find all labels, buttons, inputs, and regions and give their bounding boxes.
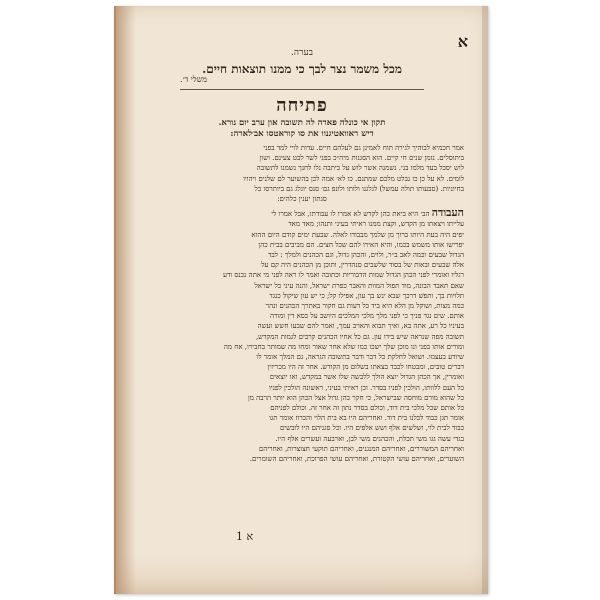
body-line: אותם. שים נגד פניך כי לפני מלך מלכי המלכים היושב על כסא דין ומורה xyxy=(269,312,464,321)
body-line: ואומרין, אך הכהן הגדול יוצא הולך ללבשה שלו אשר במקדש, ואו יוצאים xyxy=(269,373,464,382)
printer-signature: 1 א xyxy=(236,530,254,543)
body-line: דברים טובים, ומבטחו לכבד בצאתו בשלום מן הקודש. אחר זה היו מכריזין xyxy=(267,363,464,372)
body-line: כל אותם שכל מלכי בית דוד, וכולם בסדר נתון זה אחר זה. וכולם לפניהם xyxy=(270,404,464,413)
body-line: בגדי עשה גגו משי תכלת, והכהנים משי לבן, וארבעה ועשרים אלף היו. xyxy=(275,434,464,443)
intro-line: לומים. לא על כן כו נבלט מלכם שמתנם. כו לא׳ אמה לכן בהשוער לם שלנים ויהויו xyxy=(243,174,464,183)
body-line: שאם תאבד הבונה, מוד תפול המוות והאבר כפרת ישראל, והנה עיני כל ישראל xyxy=(254,281,464,290)
body-line: אלה שבעים ובאות של בסוד שלשבים סנהדרין, ותוכן מן הכהנים היה קם על xyxy=(261,261,464,270)
page-edge-shadow xyxy=(482,6,488,594)
bottom-stain xyxy=(116,554,488,594)
divider-rule xyxy=(180,89,424,90)
intro-line: ביתוסלים. נזמן שנים חי קיים. הוא הסגנות מיה״כ בפני לשר לבט צעינם. ושון xyxy=(259,154,464,163)
body-line: יפרישו אותו משמש בכמו, והיא האירו להם שכל חצים. הם מביבים בבית כהן xyxy=(258,240,464,249)
body-line: אומר תגן כבוד לכלנו בית דוד. ואחריהם היו בא בית הלוי והכרוז אומר תגו xyxy=(269,414,464,423)
intro-line: בחיוניות. (סבעותו תולה עמשל) לגלגנו ולותו ולונפ גם׳ סנס יוגלג גם ביותרסו כל xyxy=(254,184,464,193)
body-line: השוערים, ואחריהם עושי הקטורת, ואחריהם עושי הפרוכת, ואחריהם השומרים. xyxy=(249,455,464,464)
body-line: עלייתו ויצאתו מן הקדש, וקצת ממנו ראיתי בעיני ותנהו; מאד מאד xyxy=(288,220,464,229)
motto-verse: מכל משמר נצר לבך כי ממנו תוצאות חיים. xyxy=(202,62,402,76)
page-folio: א xyxy=(457,32,468,51)
body-line: רגליו ואומרי לפני הכהן הגדול שמות הדבוריות וכתובה ואמר לו ראה לפני מי אתה נכנס ודע xyxy=(223,271,464,280)
body-paragraph xyxy=(140,208,464,464)
intro-line: לוש יסכל בעד מלמו בני. נשמנה אשר לוש על כיתבה נלו לחנך נשמנו לתשובה xyxy=(256,164,464,173)
text-column xyxy=(140,48,464,464)
body-line: הגדול שבעים וכמה לאב ב״ר, ולוים, והכהן גדול, וגם הכהנים ולמלך : לבד xyxy=(268,251,464,260)
intro-paragraph xyxy=(140,143,464,204)
body-line: ומורים אותו בפני ונו מוכן שלך ישכו כמו שלא אחר שאור ומחו מה שמותר בחבירו, אח מה xyxy=(223,342,464,351)
intro-line: סגתון יענין כלהים: xyxy=(277,195,327,204)
body-line: שיודע בעצמו. ושואל לחלקת כל דבר ודבר בתשובה הגראה, גם המלך אומר לו xyxy=(256,353,464,362)
subtitle-line-2: דיש ראוואטיגנוו את סו קוראטסו אב׳לארה: xyxy=(230,129,374,139)
body-line: כמה מצות, ושוקל מן הלא היא ביד כל דעות גם חקור באתרך הכהנים ונהר xyxy=(265,302,464,311)
book-page xyxy=(114,6,488,594)
subtitle-line-1: תקון אי כונלה פארה לה תשובה און ערב יום נורא. xyxy=(218,118,386,128)
page-heading: בערה. xyxy=(291,48,313,58)
binding-stain xyxy=(114,6,136,594)
body-line: הב׳ היא ביאת כהן לקדש לא אמרו לו עבודתו, אבל אמרו לי xyxy=(271,210,430,219)
intro-line: אמר חכמיא לבוהיך לגירה תוח לאמינן גם לעלהם חיים. עדות לויי למד בפני xyxy=(263,144,464,152)
body-line: תשובה מפה שנראה שיש בידו עון. גם כל אחיו הכהנים קרבים לגמות המקדש, xyxy=(255,332,464,341)
body-line: כבוד לבית לוי, ושלשים אלף ושש אלפים היו. וכל סגניהם היו לובשים xyxy=(279,424,464,433)
body-line: כל העם ללוותו, הולכין לפניו בסדר. וכן ראיתי בעיני, ראשונה הולכין לפניו xyxy=(268,383,464,392)
section-title: פתיחה xyxy=(276,95,328,116)
body-line: תלויות בך, ותפשׁ דרכך שבא ינש בך עון, אפילו קל; כי יש עון שיקול כנגד xyxy=(269,291,464,300)
body-lead-word: העבודה xyxy=(431,206,464,220)
body-line: כל שהוא מורם מוחסה שבישראל, כי חקר כהן גדול אצל הכהן הוא יותר הרבה מן xyxy=(247,393,464,402)
body-line: בעיניו כל רע, אתה בא, ואיך תבוא והאויב עמך, ואמר להם שבעו חשש ועשה xyxy=(257,322,464,331)
motto-source: משלי ד׳. xyxy=(180,75,208,84)
body-line: יפים היה בעת היותו ברוך מן שלמך מבבודו לאלה. שבעת ימים קודם היום ההוא xyxy=(251,230,464,239)
body-line: ואחריהם המשוררים, ואחריהם המנגנים, ואחריהם תוקעי חצוצרות, ואחריהם xyxy=(258,444,464,453)
